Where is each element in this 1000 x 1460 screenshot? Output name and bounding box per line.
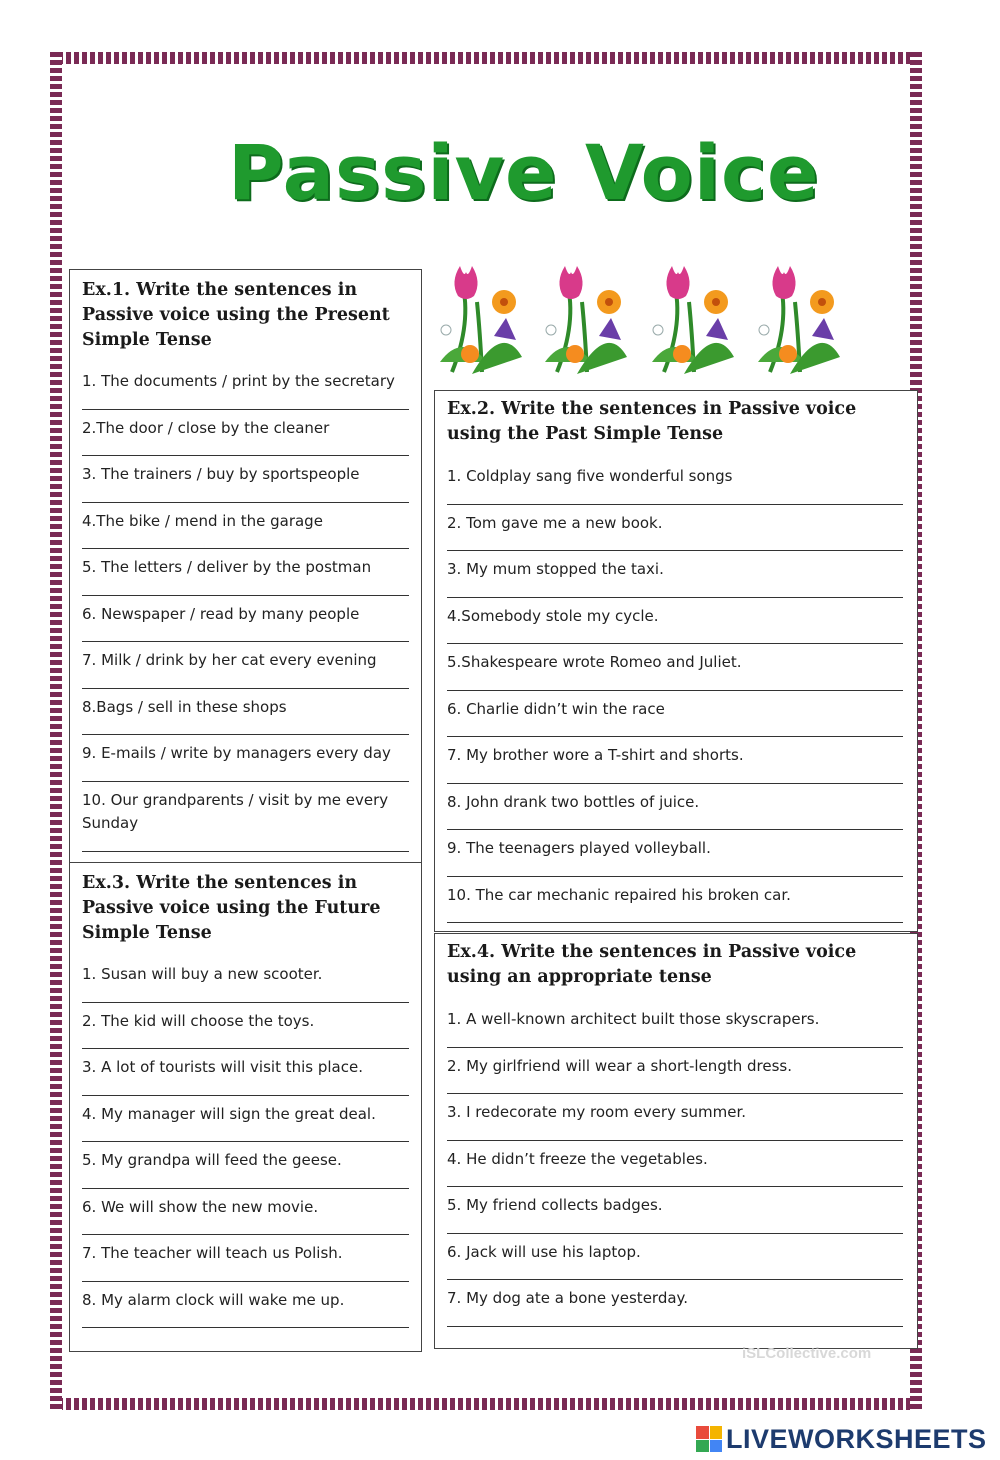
exercise-item[interactable] — [82, 456, 409, 503]
exercise-item-text: 6. Newspaper / read by many people — [82, 604, 360, 623]
exercise-item[interactable] — [82, 503, 409, 550]
exercise-item[interactable] — [82, 782, 409, 852]
exercise-item-text: 10. The car mechanic repaired his broken car. — [447, 885, 791, 904]
exercise-item[interactable] — [82, 956, 409, 1003]
exercise-item[interactable] — [447, 784, 903, 831]
exercise-item[interactable] — [447, 1094, 903, 1141]
frame-bottom — [50, 1398, 922, 1410]
exercise-2-list — [447, 458, 903, 923]
page-title: Passive Voice — [228, 128, 820, 217]
exercise-1-heading: Ex.1. Write the sentences in Passive voice using the Present Simple Tense — [82, 280, 390, 350]
exercise-item[interactable] — [447, 644, 903, 691]
exercise-item-text: 8.Bags / sell in these shops — [82, 697, 287, 716]
exercise-item-text: 6. Charlie didn’t win the race — [447, 699, 665, 718]
exercise-item[interactable] — [447, 1187, 903, 1234]
exercise-item-text: 3. A lot of tourists will visit this place. — [82, 1058, 363, 1076]
frame-left — [50, 52, 62, 1410]
exercise-item[interactable] — [82, 1282, 409, 1329]
exercise-item-text: 5.Shakespeare wrote Romeo and Juliet. — [447, 653, 742, 671]
exercise-item[interactable] — [447, 1234, 903, 1281]
exercise-item[interactable] — [447, 551, 903, 598]
exercise-item-text: 7. Milk / drink by her cat every evening — [82, 651, 377, 669]
exercise-item-text: 2. The kid will choose the toys. — [82, 1011, 315, 1030]
exercise-item-text: 6. We will show the new movie. — [82, 1197, 319, 1216]
exercise-item[interactable] — [82, 549, 409, 596]
frame-top — [50, 52, 922, 64]
exercise-item[interactable] — [447, 1141, 903, 1188]
exercise-item-text: 4.The bike / mend in the garage — [82, 511, 323, 530]
exercise-item[interactable] — [82, 642, 409, 689]
exercise-item[interactable] — [82, 1096, 409, 1143]
exercise-item[interactable] — [82, 363, 409, 410]
exercise-1-box — [69, 269, 422, 863]
exercise-item-text: 8. John drank two bottles of juice. — [447, 792, 700, 811]
exercise-item[interactable] — [447, 458, 903, 505]
exercise-item[interactable] — [447, 737, 903, 784]
brand-logo-icon — [696, 1426, 722, 1452]
exercise-item-text: 4. He didn’t freeze the vegetables. — [447, 1149, 708, 1168]
exercise-2-heading: Ex.2. Write the sentences in Passive voice using the Past Simple Tense — [447, 399, 857, 444]
exercise-2-box — [434, 390, 918, 932]
exercise-item-text: 3. My mum stopped the taxi. — [447, 560, 664, 578]
exercise-item[interactable] — [447, 1280, 903, 1327]
exercise-4-box — [434, 933, 918, 1349]
exercise-item-text: 5. My friend collects badges. — [447, 1196, 663, 1214]
flowers-decoration — [432, 258, 862, 382]
exercise-4-list — [447, 1001, 903, 1327]
exercise-item-text: 1. Susan will buy a new scooter. — [82, 965, 323, 983]
exercise-item-text: 5. The letters / deliver by the postman — [82, 558, 372, 576]
exercise-item[interactable] — [82, 1189, 409, 1236]
liveworksheets-logo[interactable] — [696, 1424, 987, 1454]
exercise-item-text: 4.Somebody stole my cycle. — [447, 606, 659, 625]
brand-name: LIVEWORKSHEETS — [726, 1423, 987, 1454]
exercise-item-text: 3. The trainers / buy by sportspeople — [82, 465, 360, 483]
exercise-item-text: 4. My manager will sign the great deal. — [82, 1104, 376, 1123]
exercise-item-text: 2. My girlfriend will wear a short-length dress. — [447, 1056, 792, 1075]
exercise-item[interactable] — [447, 1048, 903, 1095]
exercise-item-text: 7. My dog ate a bone yesterday. — [447, 1289, 689, 1307]
exercise-item[interactable] — [447, 1001, 903, 1048]
exercise-item[interactable] — [82, 1003, 409, 1050]
exercise-item-text: 8. My alarm clock will wake me up. — [82, 1290, 345, 1309]
exercise-3-box — [69, 862, 422, 1352]
exercise-item-text: 2. Tom gave me a new book. — [447, 513, 663, 532]
exercise-item-text: 7. My brother wore a T-shirt and shorts. — [447, 746, 744, 764]
exercise-item[interactable] — [82, 1049, 409, 1096]
exercise-item-text: 1. A well-known architect built those skyscrapers. — [447, 1010, 820, 1028]
exercise-item[interactable] — [82, 410, 409, 457]
exercise-item[interactable] — [82, 1142, 409, 1189]
exercise-item[interactable] — [447, 505, 903, 552]
exercise-item-text: 6. Jack will use his laptop. — [447, 1242, 641, 1261]
exercise-3-list — [82, 956, 409, 1328]
exercise-3-heading: Ex.3. Write the sentences in Passive voice using the Future Simple Tense — [82, 873, 381, 943]
exercise-item-text: 10. Our grandparents / visit by me every Sunday — [82, 790, 389, 832]
exercise-item[interactable] — [82, 689, 409, 736]
exercise-4-heading: Ex.4. Write the sentences in Passive voice using an appropriate tense — [447, 942, 857, 987]
exercise-item-text: 5. My grandpa will feed the geese. — [82, 1151, 342, 1169]
watermark: iSLCollective.com — [742, 1345, 872, 1362]
exercise-item-text: 3. I redecorate my room every summer. — [447, 1103, 747, 1121]
exercise-1-list — [82, 363, 409, 852]
exercise-item-text: 1. Coldplay sang five wonderful songs — [447, 467, 733, 485]
exercise-item[interactable] — [82, 735, 409, 782]
exercise-item-text: 9. The teenagers played volleyball. — [447, 839, 711, 857]
exercise-item[interactable] — [82, 596, 409, 643]
exercise-item[interactable] — [447, 691, 903, 738]
exercise-item-text: 2.The door / close by the cleaner — [82, 418, 330, 437]
exercise-item[interactable] — [447, 877, 903, 924]
exercise-item-text: 7. The teacher will teach us Polish. — [82, 1244, 343, 1262]
exercise-item-text: 1. The documents / print by the secretary — [82, 372, 395, 390]
exercise-item[interactable] — [447, 598, 903, 645]
exercise-item[interactable] — [447, 830, 903, 877]
exercise-item[interactable] — [82, 1235, 409, 1282]
exercise-item-text: 9. E-mails / write by managers every day — [82, 744, 391, 762]
